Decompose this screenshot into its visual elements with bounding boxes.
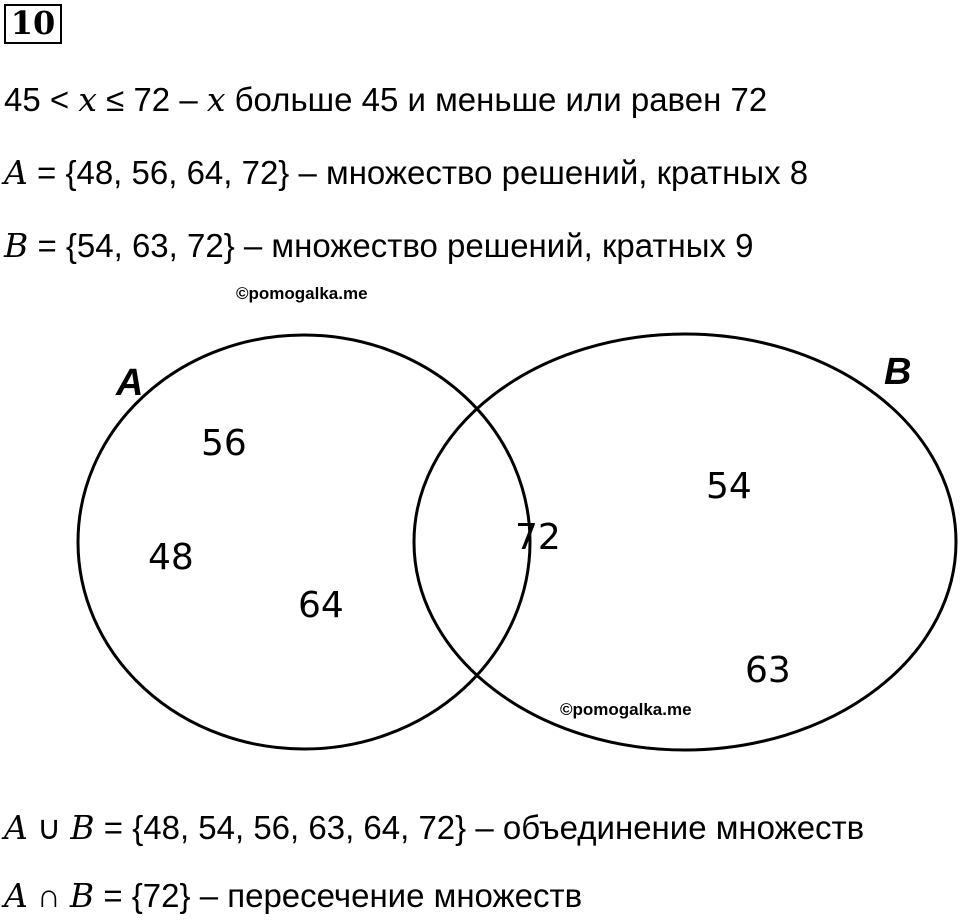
condition-text: больше 45 и меньше или равен 72 (234, 81, 768, 118)
watermark-top: ©pomogalka.me (236, 284, 368, 303)
element-54: 54 (706, 466, 752, 507)
condition-lt: < (49, 81, 70, 118)
set-a-definition: = {48, 56, 64, 72} – множество решений, кратных 8 (37, 154, 809, 191)
set-a-name: A (4, 153, 28, 192)
set-b-circle (414, 334, 956, 750)
venn-label-b: B (884, 351, 912, 393)
condition-num2: 72 (133, 81, 171, 118)
union-b: B (70, 808, 95, 847)
union-definition: = {48, 54, 56, 63, 64, 72} – объединение множеств (103, 809, 865, 846)
condition-var-x2: x (206, 80, 226, 119)
element-72: 72 (515, 517, 561, 558)
intersection-line (4, 876, 582, 916)
condition-var-x1: x (78, 80, 97, 119)
condition-num1: 45 (4, 81, 41, 118)
venn-label-a: A (116, 362, 144, 404)
union-a: A (4, 808, 28, 847)
element-48: 48 (148, 537, 194, 578)
set-b-definition: = {54, 63, 72} – множество решений, кратных 9 (37, 227, 754, 264)
element-64: 64 (298, 585, 344, 626)
watermark-bottom: ©pomogalka.me (560, 700, 692, 719)
problem-number: 10 (4, 4, 62, 44)
union-op: ∪ (37, 809, 62, 846)
union-line (4, 808, 864, 848)
set-a-circle (78, 335, 530, 749)
intersection-a: A (4, 876, 28, 915)
intersection-b: B (69, 876, 95, 915)
element-56: 56 (201, 423, 247, 464)
intersection-op: ∩ (37, 877, 61, 914)
intersection-definition: = {72} – пересечение множеств (103, 877, 583, 914)
condition-dash: – (179, 81, 198, 118)
element-63: 63 (745, 650, 791, 691)
condition-le: ≤ (106, 81, 125, 118)
set-b-name: B (4, 226, 29, 265)
